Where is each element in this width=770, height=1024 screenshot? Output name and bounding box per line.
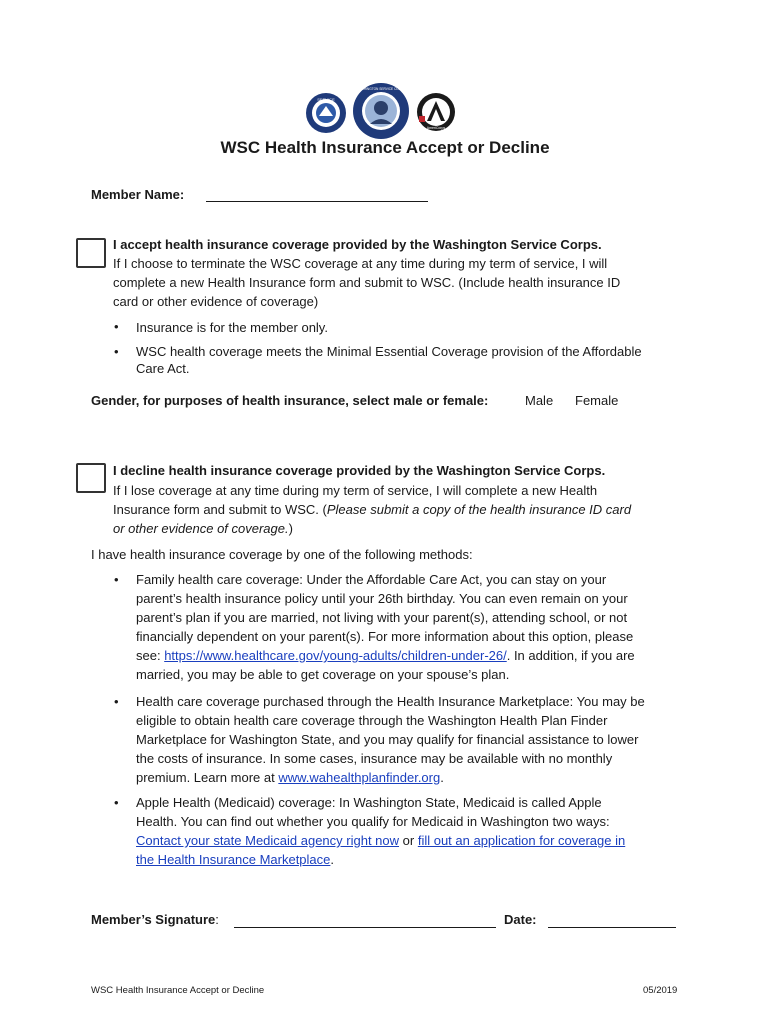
signature-label: Member’s Signature xyxy=(91,912,216,927)
text-line: parent’s health insurance policy until your 26th birthday. You can even remain on your xyxy=(136,591,628,606)
text-span: ) xyxy=(288,521,293,536)
accept-body xyxy=(113,254,620,311)
list-item xyxy=(136,318,328,337)
text-line: Family health care coverage: Under the Affordable Care Act, you can stay on your xyxy=(136,572,607,587)
text-line xyxy=(113,500,631,519)
text-span: . In addition, if you are xyxy=(506,648,635,663)
text-line xyxy=(113,519,631,538)
signature-colon: : xyxy=(215,912,219,927)
text-line xyxy=(136,850,625,869)
list-item-medicaid xyxy=(136,793,625,869)
wahealthplanfinder-link[interactable]: www.wahealthplanfinder.org xyxy=(278,770,441,785)
text-line xyxy=(136,831,625,850)
logo-row xyxy=(0,80,770,140)
text-line: married, you may be able to get coverage on your spouse’s plan. xyxy=(136,667,510,682)
text-line: Health. You can find out whether you qualify for Medicaid in Washington two ways: xyxy=(136,814,610,829)
marketplace-application-link-cont[interactable]: the Health Insurance Marketplace xyxy=(136,852,331,867)
text-span: premium. Learn more at xyxy=(136,770,279,785)
americorps-logo-icon xyxy=(416,92,456,132)
signature-field[interactable] xyxy=(234,927,496,928)
text-line: financially dependent on your parent(s). For more information about this option, please xyxy=(136,629,634,644)
text-line: Insurance is for the member only. xyxy=(136,320,328,335)
bullet-icon: • xyxy=(114,795,119,810)
decline-checkbox[interactable] xyxy=(76,463,106,493)
list-item xyxy=(136,342,642,378)
date-field[interactable] xyxy=(548,927,676,928)
text-line: parent’s plan if you are married, not living with your parent(s), attending school, or not xyxy=(136,610,628,625)
accept-heading: I accept health insurance coverage provided by the Washington Service Corps. xyxy=(113,237,602,252)
text-span: Insurance form and submit to WSC. ( xyxy=(113,502,327,517)
gender-label: Gender, for purposes of health insurance, select male or female: xyxy=(91,393,489,408)
gender-option-female[interactable]: Female xyxy=(575,393,619,408)
logo-text: AmeriCorps xyxy=(426,126,446,130)
text-line: If I choose to terminate the WSC coverage at any time during my term of service, I will xyxy=(113,256,608,271)
bullet-icon: • xyxy=(114,572,119,587)
member-name-label: Member Name: xyxy=(91,187,185,202)
decline-body xyxy=(113,481,631,538)
page-title: WSC Health Insurance Accept or Decline xyxy=(220,138,550,157)
text-line: WSC health coverage meets the Minimal Essential Coverage provision of the Affordable xyxy=(136,344,642,359)
text-span-italic: or other evidence of coverage. xyxy=(113,521,289,536)
footer-left: WSC Health Insurance Accept or Decline xyxy=(91,985,265,996)
text-line: eligible to obtain health care coverage through the Washington Health Plan Finder xyxy=(136,713,608,728)
bullet-icon: • xyxy=(114,344,119,359)
gender-option-male[interactable]: Male xyxy=(525,393,554,408)
footer-right: 05/2019 xyxy=(643,985,678,996)
text-span: . xyxy=(440,770,444,785)
text-line: Care Act. xyxy=(136,361,190,376)
accept-checkbox[interactable] xyxy=(76,238,106,268)
methods-intro: I have health insurance coverage by one of the following methods: xyxy=(91,547,473,562)
text-line: Marketplace for Washington State, and you may qualify for financial assistance to lower xyxy=(136,732,639,747)
text-span: or xyxy=(399,833,418,848)
text-span: . xyxy=(330,852,335,867)
washington-service-corps-seal-icon xyxy=(352,82,410,140)
text-line xyxy=(136,646,635,665)
text-span-italic: Please submit a copy of the health insurance ID card xyxy=(326,502,632,517)
text-span: see: xyxy=(136,648,165,663)
logo-text: WASHINGTON SERVICE CORPS xyxy=(356,87,406,91)
text-line: Health care coverage purchased through the Health Insurance Marketplace: You may be xyxy=(136,694,645,709)
text-line xyxy=(136,768,645,787)
date-label: Date: xyxy=(504,912,537,927)
member-name-field[interactable] xyxy=(206,201,428,202)
medicaid-agency-link[interactable]: Contact your state Medicaid agency right now xyxy=(136,833,400,848)
list-item-marketplace xyxy=(136,692,645,787)
wsc-seal-icon xyxy=(305,92,347,134)
decline-heading: I decline health insurance coverage provided by the Washington Service Corps. xyxy=(113,463,606,478)
bullet-icon: • xyxy=(114,694,119,709)
bullet-icon: • xyxy=(114,319,119,334)
text-line: the costs of insurance. In some cases, insurance may be available with no monthly xyxy=(136,751,613,766)
logo-text: SERVICE xyxy=(317,97,335,102)
text-line: complete a new Health Insurance form and submit to WSC. (Include health insurance ID xyxy=(113,275,621,290)
text-line: If I lose coverage at any time during my term of service, I will complete a new Health xyxy=(113,483,598,498)
marketplace-application-link[interactable]: fill out an application for coverage in xyxy=(417,833,626,848)
signature-row xyxy=(91,912,219,927)
list-item-family xyxy=(136,570,635,684)
text-line: card or other evidence of coverage) xyxy=(113,294,319,309)
healthcare-gov-link[interactable]: https://www.healthcare.gov/young-adults/children-under-26/ xyxy=(164,648,507,663)
text-line: Apple Health (Medicaid) coverage: In Washington State, Medicaid is called Apple xyxy=(136,795,602,810)
